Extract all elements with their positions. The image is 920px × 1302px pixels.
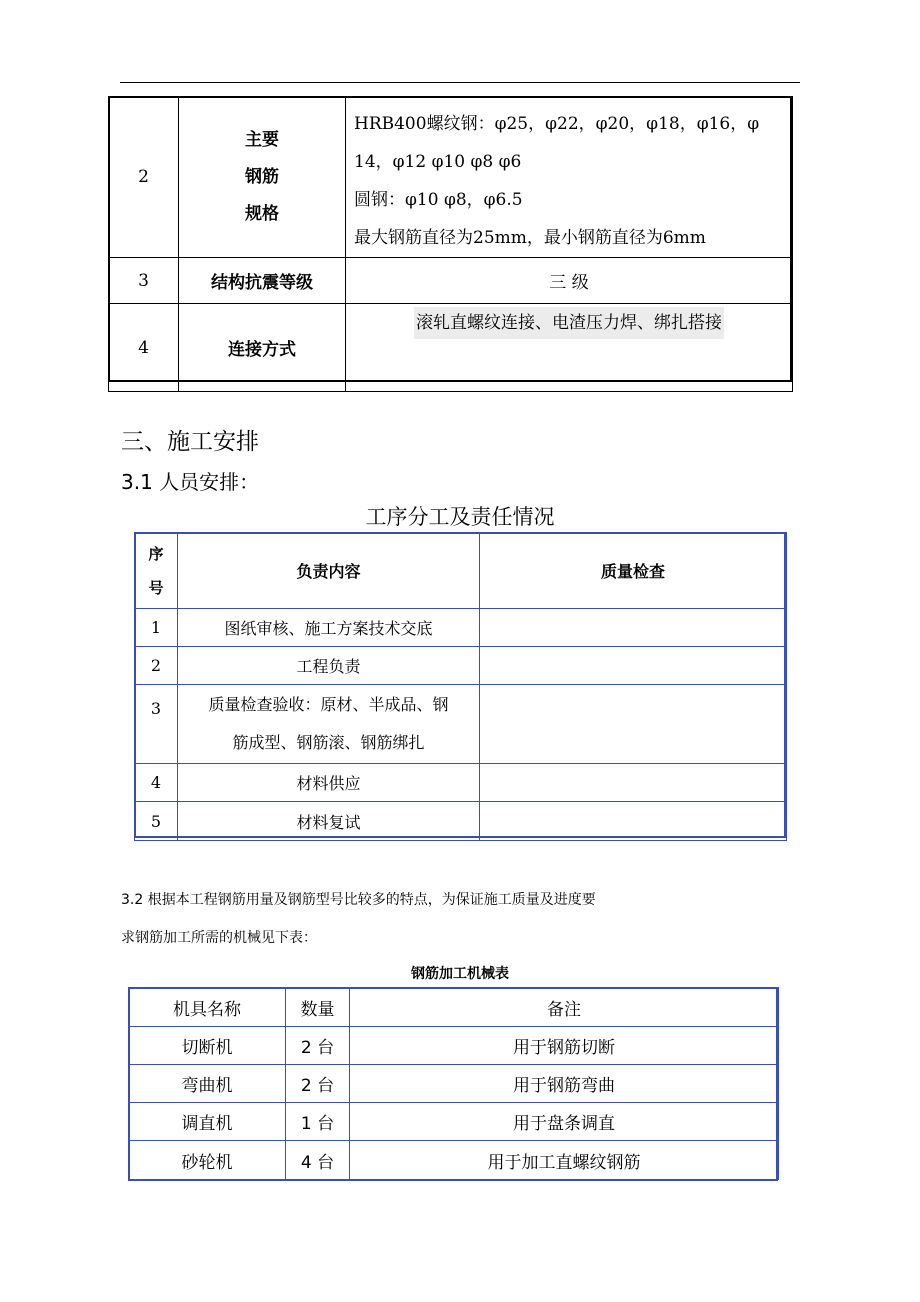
table-row: [135, 685, 787, 764]
row-content: 材料复试: [178, 802, 480, 841]
row-content: 质量检查验收：原材、半成品、钢 筋成型、钢筋滚、钢筋绑扎: [178, 685, 480, 764]
spec-cell: [346, 97, 793, 258]
table-row: [129, 1027, 779, 1065]
steel-spec-table: [108, 96, 793, 392]
row-number: 4: [109, 304, 179, 392]
highlighted-text: 滚轧直螺纹连接、电渣压力焊、绑扎搭接: [414, 307, 724, 339]
row-check: [480, 685, 787, 764]
table-row: [109, 258, 793, 304]
spec-line: HRB400螺纹钢：φ25，φ22，φ20，φ18，φ16，φ: [354, 114, 760, 134]
row-number: 4: [135, 764, 178, 802]
header-name: 机具名称: [129, 988, 286, 1027]
header-content: 负责内容: [178, 533, 480, 609]
table-caption: 钢筋加工机械表: [411, 966, 509, 982]
row-content: 材料供应: [178, 764, 480, 802]
machine-name: 砂轮机: [129, 1141, 286, 1180]
header-note: 备注: [350, 988, 779, 1027]
subsection-heading: 3.1 人员安排：: [121, 470, 260, 494]
machine-name: 切断机: [129, 1027, 286, 1065]
row-label: 主要 钢筋 规格: [179, 97, 346, 258]
row-check: [480, 647, 787, 685]
table-row: [135, 802, 787, 841]
row-number: 1: [135, 609, 178, 647]
spec-line: 圆钢：φ10 φ8，φ6.5: [354, 190, 523, 210]
machine-qty: 1 台: [286, 1103, 350, 1141]
row-check: [480, 764, 787, 802]
row-number: 2: [135, 647, 178, 685]
table-row: [129, 1141, 779, 1180]
row-label: 连接方式: [179, 304, 346, 392]
table-header-row: [135, 533, 787, 609]
table-caption: 工序分工及责任情况: [365, 505, 555, 529]
spec-line: 最大钢筋直径为25mm，最小钢筋直径为6mm: [354, 228, 706, 248]
machine-qty: 2 台: [286, 1065, 350, 1103]
header-no: 序 号: [135, 533, 178, 609]
row-number: 2: [109, 97, 179, 258]
machine-qty: 4 台: [286, 1141, 350, 1180]
spec-line: 14，φ12 φ10 φ8 φ6: [354, 152, 522, 172]
table-row: [135, 647, 787, 685]
row-value: 三 级: [346, 258, 793, 304]
row-number: 5: [135, 802, 178, 841]
table-row: [109, 304, 793, 392]
header-check: 质量检查: [480, 533, 787, 609]
table-row: [135, 764, 787, 802]
table-header-row: [129, 988, 779, 1027]
header-rule: [120, 82, 800, 83]
table-row: [129, 1065, 779, 1103]
table-row: [135, 609, 787, 647]
section-heading: 三、施工安排: [121, 429, 259, 455]
header-qty: 数量: [286, 988, 350, 1027]
machine-name: 调直机: [129, 1103, 286, 1141]
machine-note: 用于加工直螺纹钢筋: [350, 1141, 779, 1180]
table-row: [129, 1103, 779, 1141]
row-number: 3: [135, 685, 178, 764]
row-number: 3: [109, 258, 179, 304]
machine-name: 弯曲机: [129, 1065, 286, 1103]
row-check: [480, 802, 787, 841]
machine-qty: 2 台: [286, 1027, 350, 1065]
row-content: 工程负责: [178, 647, 480, 685]
row-label: 结构抗震等级: [179, 258, 346, 304]
row-check: [480, 609, 787, 647]
machine-note: 用于盘条调直: [350, 1103, 779, 1141]
paragraph-line: 求钢筋加工所需的机械见下表：: [121, 930, 317, 946]
row-value: [346, 304, 793, 392]
row-content: 图纸审核、施工方案技术交底: [178, 609, 480, 647]
paragraph-line: 3.2 根据本工程钢筋用量及钢筋型号比较多的特点，为保证施工质量及进度要: [121, 892, 596, 908]
machine-note: 用于钢筋切断: [350, 1027, 779, 1065]
machinery-table: [128, 987, 779, 1180]
machine-note: 用于钢筋弯曲: [350, 1065, 779, 1103]
responsibility-table: [134, 532, 787, 841]
table-row: [109, 97, 793, 258]
